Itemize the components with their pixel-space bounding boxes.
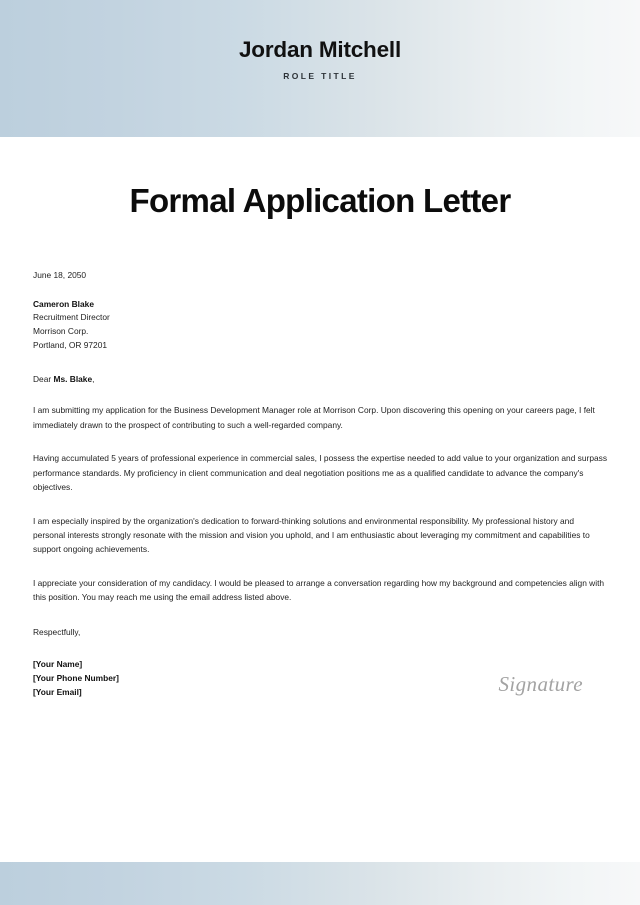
- recipient-company: Morrison Corp.: [33, 325, 89, 336]
- sender-contact-block: [33, 657, 119, 699]
- letter-paragraph: I am submitting my application for the Business Development Manager role at Morrison Corp. Upon discovering this opening on your careers page, I felt immediately drawn to the prospect of contributing to such a well-regarded company.: [33, 405, 595, 430]
- salutation-name: Ms. Blake: [53, 374, 93, 385]
- letter-date: June 18, 2050: [33, 269, 87, 280]
- signature-row: [33, 657, 607, 699]
- letterhead-name: Jordan Mitchell: [238, 36, 402, 62]
- letter-paragraph: I am especially inspired by the organization's dedication to forward-thinking solutions and environmental responsibility. My professional history and personal interests strongly resonate with the mission and vision you uphold, and I am enthusiastic about leveraging my commitment and capabilities to support ongoing achievements.: [33, 515, 590, 555]
- salutation: [33, 374, 607, 384]
- sender-phone: [Your Phone Number]: [33, 672, 119, 683]
- letterhead: [0, 0, 640, 137]
- sender-email: [Your Email]: [33, 687, 82, 698]
- recipient-job-title: Recruitment Director: [33, 312, 110, 323]
- letter-sheet: [0, 137, 640, 862]
- recipient-address-block: [33, 298, 607, 353]
- signature-mark: Signature: [498, 672, 583, 697]
- sender-name: [Your Name]: [33, 658, 83, 669]
- letterhead-role-title: ROLE TITLE: [283, 71, 357, 82]
- closing-salutation: Respectfully,: [33, 626, 81, 637]
- salutation-suffix: ,: [92, 374, 95, 385]
- page-title: Formal Application Letter: [129, 182, 511, 219]
- footer-gradient-band: [0, 862, 640, 905]
- recipient-name: Cameron Blake: [33, 298, 94, 309]
- letter-paragraph: I appreciate your consideration of my candidacy. I would be pleased to arrange a conversation regarding how my background and competencies align with this position. You may reach me using the email address listed above.: [33, 577, 605, 603]
- recipient-location: Portland, OR 97201: [33, 339, 108, 350]
- letter-paragraph: Having accumulated 5 years of professional experience in commercial sales, I possess the expertise needed to add value to your organization and surpass performance standards. My proficiency in client communication and deal negotiation positions me as a qualified candidate to advance the company's objectives.: [33, 453, 608, 493]
- salutation-prefix: Dear: [33, 374, 54, 385]
